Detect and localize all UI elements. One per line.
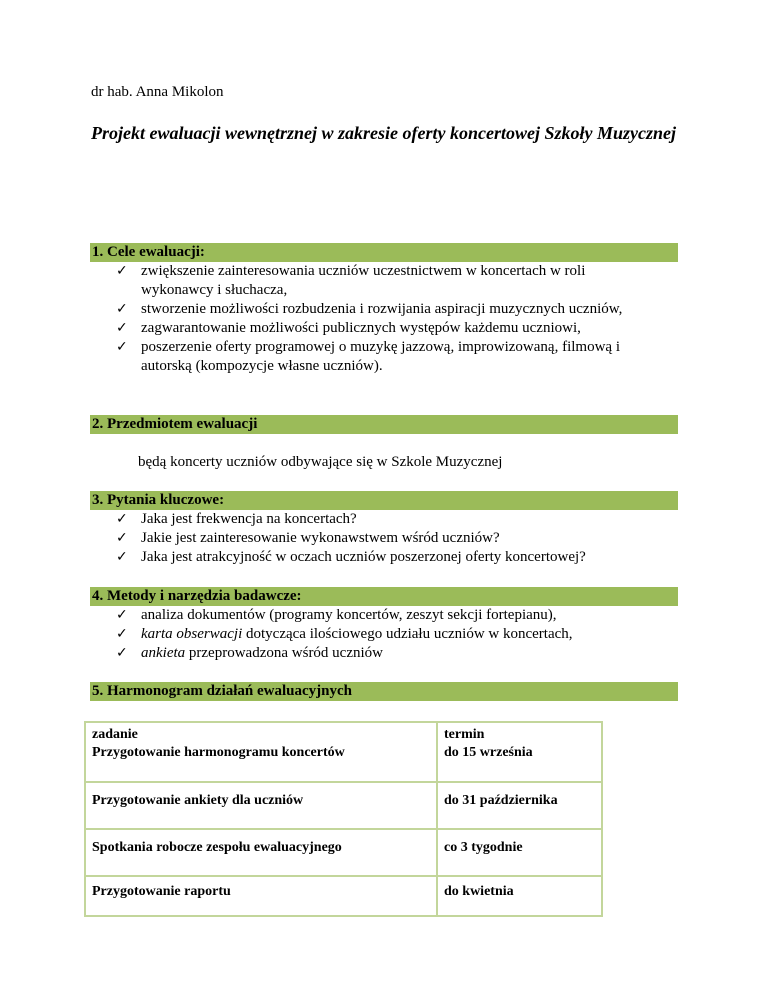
schedule-table <box>84 721 603 917</box>
author: dr hab. Anna Mikolon <box>91 84 224 100</box>
document-title: Projekt ewaluacji wewnętrznej w zakresie oferty koncertowej Szkoły Muzycznej <box>91 123 676 143</box>
section-2-heading: 2. Przedmiotem ewaluacji <box>90 415 678 434</box>
section-3-list <box>116 510 676 567</box>
check-icon: ✓ <box>116 626 128 642</box>
list-item: ✓ stworzenie możliwości rozbudzenia i rozwijania aspiracji muzycznych uczniów, <box>116 301 623 317</box>
list-item: ✓ karta obserwacji dotycząca ilościowego udziału uczniów w koncertach, <box>116 626 573 642</box>
column-header-task: zadanie <box>92 727 138 742</box>
list-item: ✓ poszerzenie oferty programowej o muzykę jazzową, improwizowaną, filmową i autorską (kompozycje własne uczniów). <box>116 339 620 374</box>
table-cell: termin do 15 września <box>437 722 602 782</box>
check-icon: ✓ <box>116 263 128 279</box>
table-cell: zadanie Przygotowanie harmonogramu koncertów <box>85 722 437 782</box>
list-item: ✓ Jaka jest frekwencja na koncertach? <box>116 511 357 527</box>
section-4-list <box>116 606 676 663</box>
check-icon: ✓ <box>116 320 128 336</box>
check-icon: ✓ <box>116 549 128 565</box>
list-item: ✓ zwiększenie zainteresowania uczniów uczestnictwem w koncertach w roli wykonawcy i słuchacza, <box>116 263 586 298</box>
section-3-heading: 3. Pytania kluczowe: <box>90 491 678 510</box>
check-icon: ✓ <box>116 301 128 317</box>
list-item: ✓ analiza dokumentów (programy koncertów, zeszyt sekcji fortepianu), <box>116 607 557 623</box>
table-row: Przygotowanie raportu do kwietnia <box>85 876 602 916</box>
check-icon: ✓ <box>116 645 128 661</box>
check-icon: ✓ <box>116 339 128 355</box>
section-1-heading: 1. Cele ewaluacji: <box>90 243 678 262</box>
section-4-heading: 4. Metody i narzędzia badawcze: <box>90 587 678 606</box>
list-item: ✓ ankieta przeprowadzona wśród uczniów <box>116 645 383 661</box>
check-icon: ✓ <box>116 530 128 546</box>
table-row: Spotkania robocze zespołu ewaluacyjnego co 3 tygodnie <box>85 829 602 876</box>
section-1-list <box>116 262 656 376</box>
list-item: ✓ zagwarantowanie możliwości publicznych występów każdemu uczniowi, <box>116 320 581 336</box>
list-item: ✓ Jaka jest atrakcyjność w oczach uczniów poszerzonej oferty koncertowej? <box>116 549 586 565</box>
check-icon: ✓ <box>116 607 128 623</box>
table-row: Przygotowanie ankiety dla uczniów do 31 października <box>85 782 602 829</box>
section-2-text: będą koncerty uczniów odbywające się w Szkole Muzycznej <box>138 454 503 470</box>
list-item: ✓ Jakie jest zainteresowanie wykonawstwem wśród uczniów? <box>116 530 500 546</box>
check-icon: ✓ <box>116 511 128 527</box>
column-header-term: termin <box>444 727 485 742</box>
table-row <box>85 722 602 782</box>
section-5-heading: 5. Harmonogram działań ewaluacyjnych <box>90 682 678 701</box>
